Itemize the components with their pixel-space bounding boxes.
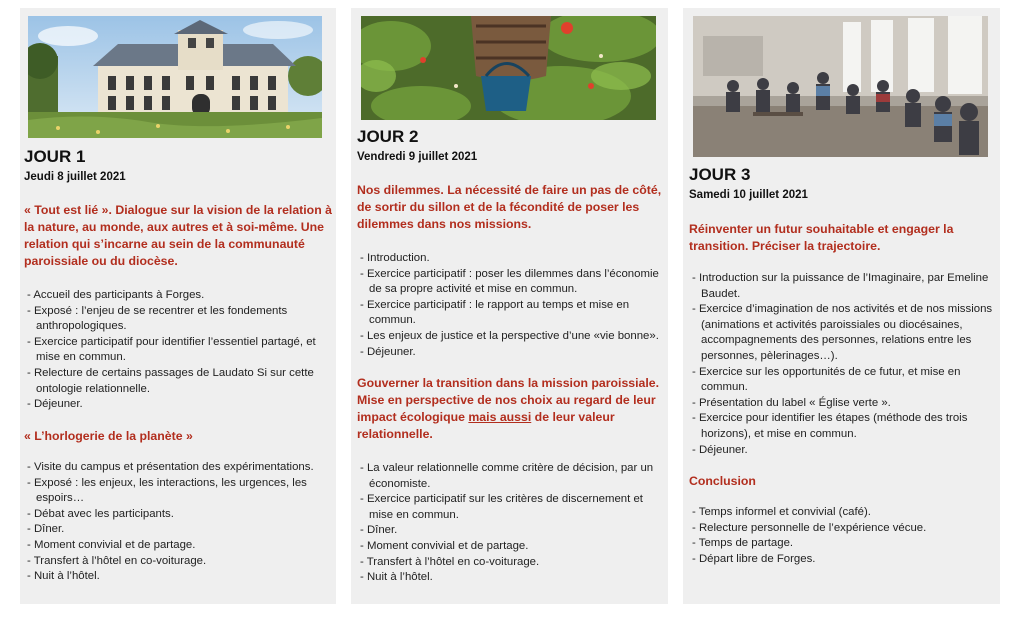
list-item: - Nuit à l’hôtel. (27, 570, 100, 583)
list-item: - Temps de partage. (692, 537, 794, 550)
list-item: - Présentation du label « Église verte ». (692, 396, 891, 409)
underlined-text: mais aussi (468, 410, 532, 424)
day-2-section-2-heading-text: Gouverner la transition dans la mission paroissiale. Mise en perspective de nos choix au regard de leur impact écologique (357, 376, 660, 424)
list-item: - Accueil des participants à Forges. (27, 289, 205, 301)
list-item: - Déjeuner. (27, 398, 83, 411)
day-3-section-1-heading: Réinventer un futur souhaitable et engager la transition. Préciser la trajectoire. (689, 222, 954, 253)
day-1-panel (20, 8, 336, 604)
day-3-title: JOUR 3 (689, 165, 751, 184)
day-2-date: Vendredi 9 juillet 2021 (357, 151, 478, 163)
list-item: - Temps informel et convivial (café). (692, 506, 871, 518)
day-2-panel (351, 8, 668, 604)
list-item: - Dîner. (27, 523, 65, 536)
list-item: - Exposé : les enjeux, les interactions, les urgences, les espoirs… (27, 476, 307, 505)
day-2-section-2-list (357, 461, 663, 586)
list-item: - Déjeuner. (692, 443, 748, 456)
day-3-section-2-list (689, 505, 997, 567)
list-item: - Départ libre de Forges. (692, 552, 816, 565)
list-item: - Moment convivial et de partage. (360, 539, 529, 552)
list-item: - Exercice participatif sur les critères de discernement et mise en commun. (360, 493, 643, 521)
day-2-section-1-list (357, 251, 663, 360)
day-3-section-2-heading: Conclusion (689, 474, 756, 488)
list-item: - La valeur relationnelle comme critère de décision, par un économiste. (360, 462, 654, 490)
list-item: - Introduction. (360, 252, 430, 264)
list-item: - Les enjeux de justice et la perspective d’une «vie bonne». (360, 329, 659, 342)
day-1-section-1-heading: « Tout est lié ». Dialogue sur la vision de la relation à la nature, au monde, aux autres et à soi-même. Une relation qui s’incarne au sein de la communauté paroissiale ou du diocèse. (24, 203, 332, 268)
list-item: - Exercice d’imagination de nos activités et de nos missions (animations et activités paroissiales ou diocésaines, accompagnements des personnes, relations entre les personnes, pèlerinages…). (692, 303, 993, 362)
day-1-date: Jeudi 8 juillet 2021 (24, 171, 126, 183)
chateau-photo (28, 16, 322, 138)
list-item: - Relecture de certains passages de Laudato Si sur cette ontologie relationnelle. (27, 366, 314, 395)
list-item: - Débat avec les participants. (27, 507, 174, 520)
list-item: - Exercice pour identifier les étapes (méthode des trois horizons), et mise en commun. (692, 412, 968, 440)
day-3-section-1-list (689, 271, 997, 458)
list-item: - Déjeuner. (360, 345, 416, 358)
list-item: - Exposé : l’enjeu de se recentrer et les fondements anthropologiques. (27, 304, 288, 333)
list-item: - Exercice participatif pour identifier l’essentiel partagé, et mise en commun. (27, 335, 316, 364)
meeting-room-photo (693, 16, 988, 157)
day-2-section-1-heading: Nos dilemmes. La nécessité de faire un pas de côté, de sortir du sillon et de la fécondité de poser les dilemmes dans nos missions. (357, 183, 662, 231)
day-2-section-2-heading (357, 375, 662, 443)
day-2-section-2-heading-end: de leur valeur relationnelle. (357, 410, 615, 441)
list-item: - Exercice sur les opportunités de ce futur, et mise en commun. (692, 365, 961, 394)
list-item: - Introduction sur la puissance de l’Imaginaire, par Emeline Baudet. (692, 272, 989, 300)
day-2-title: JOUR 2 (357, 127, 419, 146)
day-1-title: JOUR 1 (24, 147, 86, 166)
list-item: - Relecture personnelle de l’expérience vécue. (692, 521, 927, 534)
garden-photo (361, 16, 656, 120)
day-1-section-1-list (24, 288, 330, 413)
list-item: - Exercice participatif : poser les dilemmes dans l’économie de sa propre activité et mise en commun. (360, 267, 659, 296)
list-item: - Visite du campus et présentation des expérimentations. (27, 461, 314, 473)
list-item: - Exercice participatif : le rapport au temps et mise en commun. (360, 298, 630, 327)
day-3-panel (683, 8, 1000, 604)
day-1-section-2-list (24, 460, 330, 585)
list-item: - Dîner. (360, 524, 398, 537)
list-item: - Transfert à l’hôtel en co-voiturage. (27, 554, 207, 567)
list-item: - Transfert à l’hôtel en co-voiturage. (360, 555, 540, 568)
list-item: - Nuit à l’hôtel. (360, 571, 433, 584)
day-1-section-2-heading: « L’horlogerie de la planète » (24, 429, 193, 443)
day-3-date: Samedi 10 juillet 2021 (689, 189, 808, 201)
list-item: - Moment convivial et de partage. (27, 538, 196, 551)
